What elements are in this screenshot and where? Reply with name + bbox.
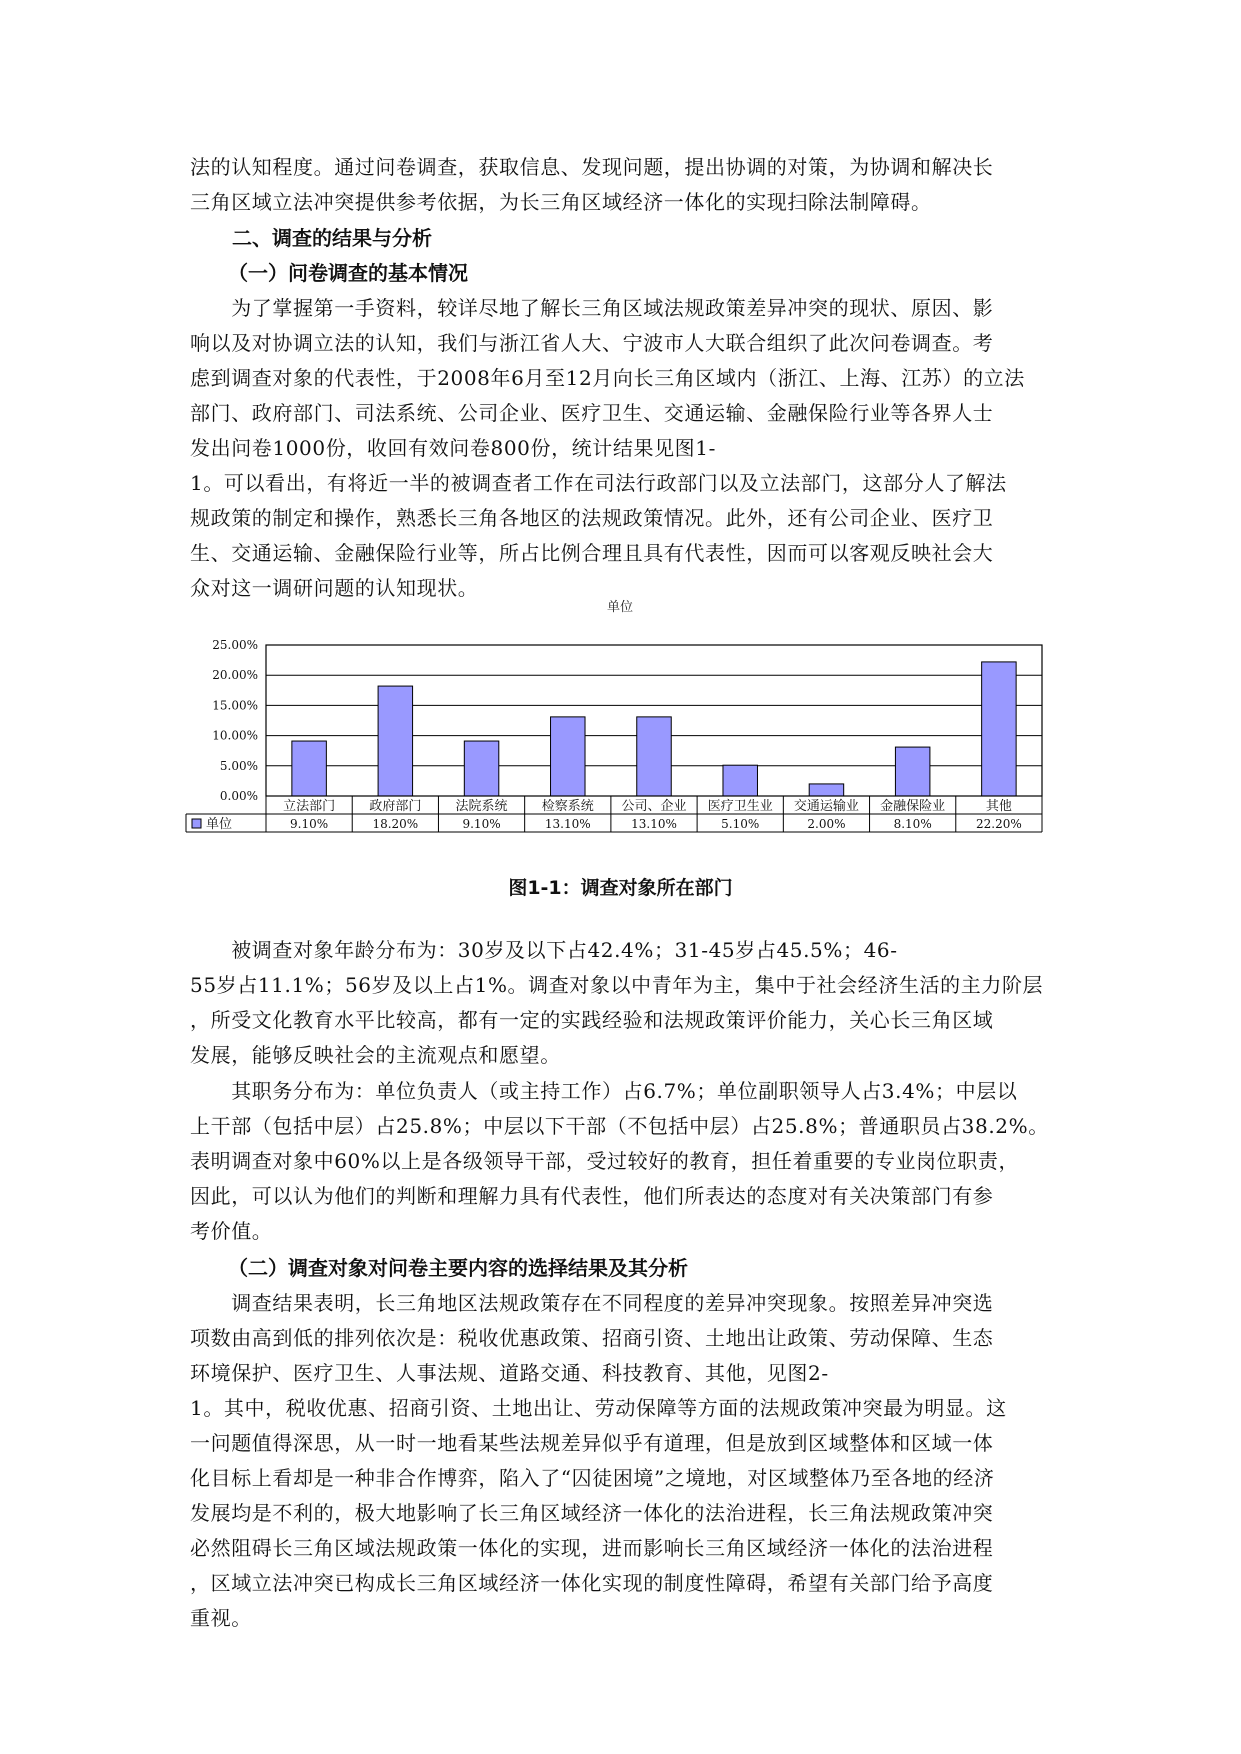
chart-bars: [292, 662, 1016, 796]
bar: [378, 686, 412, 796]
y-tick-label: 20.00%: [212, 668, 258, 683]
data-value-label: 22.20%: [976, 817, 1022, 831]
bar: [292, 741, 326, 796]
text-line: 化目标上看却是一种非合作博弈，陷入了“囚徒困境”之境地，对区域整体乃至各地的经济: [190, 1466, 995, 1490]
legend-swatch: [192, 819, 201, 828]
text-line: 1。其中，税收优惠、招商引资、土地出让、劳动保障等方面的法规政策冲突最为明显。这: [190, 1396, 1007, 1420]
chart-data-table: [186, 796, 1042, 832]
chart-title: 单位: [606, 600, 634, 615]
y-tick-label: 15.00%: [212, 698, 258, 713]
text-line: 众对这一调研问题的认知现状。: [190, 576, 479, 600]
bar: [551, 717, 585, 796]
data-value-label: 2.00%: [807, 817, 846, 831]
text-line: 上干部（包括中层）占25.8%；中层以下干部（不包括中层）占25.8%；普通职员占38.2%。: [190, 1114, 1049, 1138]
x-category-label: 医疗卫生业: [707, 799, 773, 814]
text-line: 环境保护、医疗卫生、人事法规、道路交通、科技教育、其他，见图2-: [190, 1361, 829, 1385]
text-line: 1。可以看出，有将近一半的被调查者工作在司法行政部门以及立法部门，这部分人了解法: [190, 471, 1007, 495]
y-tick-label: 0.00%: [219, 789, 258, 803]
legend-series-name: 单位: [206, 817, 233, 832]
text-line: 因此，可以认为他们的判断和理解力具有代表性，他们所表达的态度对有关决策部门有参: [190, 1184, 994, 1208]
bar: [464, 741, 498, 796]
text-line: 考价值。: [190, 1219, 273, 1243]
text-line: 被调查对象年龄分布为：30岁及以下占42.4%；31-45岁占45.5%；46-: [190, 938, 898, 962]
data-value-label: 8.10%: [893, 817, 932, 831]
text-line: 必然阻碍长三角区域法规政策一体化的实现，进而影响长三角区域经济一体化的法治进程: [190, 1536, 994, 1560]
y-tick-label: 25.00%: [212, 638, 258, 652]
text-line: ，区域立法冲突已构成长三角区域经济一体化实现的制度性障碍，希望有关部门给予高度: [190, 1571, 994, 1595]
data-value-label: 13.10%: [544, 817, 591, 831]
text-line: 法的认知程度。通过问卷调查，获取信息、发现问题，提出协调的对策，为协调和解决长: [190, 155, 994, 179]
x-category-label: 交通运输业: [793, 799, 859, 814]
paragraph-survey-results: [190, 1286, 1052, 1636]
y-tick-label: 5.00%: [219, 758, 258, 773]
bar: [895, 747, 929, 796]
text-line: 一问题值得深思，从一时一地看某些法规差异似乎有道理，但是放到区域整体和区域一体: [190, 1431, 994, 1455]
text-line: 部门、政府部门、司法系统、公司企业、医疗卫生、交通运输、金融保险行业等各界人士: [190, 401, 994, 425]
text-line: 为了掌握第一手资料，较详尽地了解长三角区域法规政策差异冲突的现状、原因、影: [190, 296, 994, 320]
text-line: 生、交通运输、金融保险行业等，所占比例合理且具有代表性，因而可以客观反映社会大: [190, 541, 994, 565]
data-value-label: 9.10%: [462, 817, 501, 831]
bar: [982, 662, 1016, 796]
text-line: 虑到调查对象的代表性，于2008年6月至12月向长三角区域内（浙江、上海、江苏）的立法: [190, 366, 1025, 390]
x-category-label: 法院系统: [455, 799, 508, 814]
paragraph-survey-overview: [190, 291, 1052, 606]
paragraph-age-distribution: [190, 933, 1052, 1073]
data-value-label: 13.10%: [631, 817, 677, 831]
bar: [637, 717, 671, 796]
text-line: 规政策的制定和操作，熟悉长三角各地区的法规政策情况。此外，还有公司企业、医疗卫: [190, 506, 994, 530]
figure-caption: 图1-1：调查对象所在部门: [508, 877, 733, 899]
text-line: ，所受文化教育水平比较高，都有一定的实践经验和法规政策评价能力，关心长三角区域: [190, 1008, 994, 1032]
text-line: 调查结果表明，长三角地区法规政策存在不同程度的差异冲突现象。按照差异冲突选: [190, 1291, 994, 1315]
x-category-label: 其他: [985, 799, 1012, 814]
text-line: 项数由高到低的排列依次是：税收优惠政策、招商引资、土地出让政策、劳动保障、生态: [190, 1326, 994, 1350]
subsection-heading-2: （二）调查对象对问卷主要内容的选择结果及其分析: [228, 1256, 688, 1280]
text-line: 55岁占11.1%；56岁及以上占1%。调查对象以中青年为主，集中于社会经济生活的主力阶层: [190, 973, 1044, 997]
data-value-label: 18.20%: [372, 817, 419, 831]
text-line: 响以及对协调立法的认知，我们与浙江省人大、宁波市人大联合组织了此次问卷调查。考: [190, 331, 994, 355]
text-line: 其职务分布为：单位负责人（或主持工作）占6.7%；单位副职领导人占3.4%；中层以: [190, 1079, 1018, 1103]
x-category-label: 检察系统: [541, 799, 594, 814]
subsection-heading-1: （一）问卷调查的基本情况: [228, 261, 468, 285]
section-heading: 二、调查的结果与分析: [232, 226, 432, 250]
bar: [809, 784, 843, 796]
paragraph-position-distribution: [190, 1074, 1052, 1249]
department-bar-chart: [180, 585, 1060, 840]
x-category-label: 公司、企业: [621, 799, 687, 814]
text-line: 发展均是不利的，极大地影响了长三角区域经济一体化的法治进程，长三角法规政策冲突: [190, 1501, 994, 1525]
bar: [723, 765, 757, 796]
text-line: 表明调查对象中60%以上是各级领导干部，受过较好的教育，担任着重要的专业岗位职责，: [190, 1149, 1020, 1173]
data-value-label: 9.10%: [290, 817, 329, 831]
intro-paragraph: [190, 150, 1052, 220]
x-category-label: 金融保险业: [880, 799, 946, 814]
y-tick-label: 10.00%: [212, 728, 258, 743]
text-line: 三角区域立法冲突提供参考依据，为长三角区域经济一体化的实现扫除法制障碍。: [190, 190, 932, 214]
x-category-label: 政府部门: [369, 799, 422, 814]
text-line: 发出问卷1000份，收回有效问卷800份，统计结果见图1-: [190, 436, 716, 460]
text-line: 重视。: [190, 1606, 252, 1630]
data-value-label: 5.10%: [721, 817, 760, 831]
text-line: 发展，能够反映社会的主流观点和愿望。: [190, 1043, 561, 1067]
x-category-label: 立法部门: [283, 799, 336, 814]
